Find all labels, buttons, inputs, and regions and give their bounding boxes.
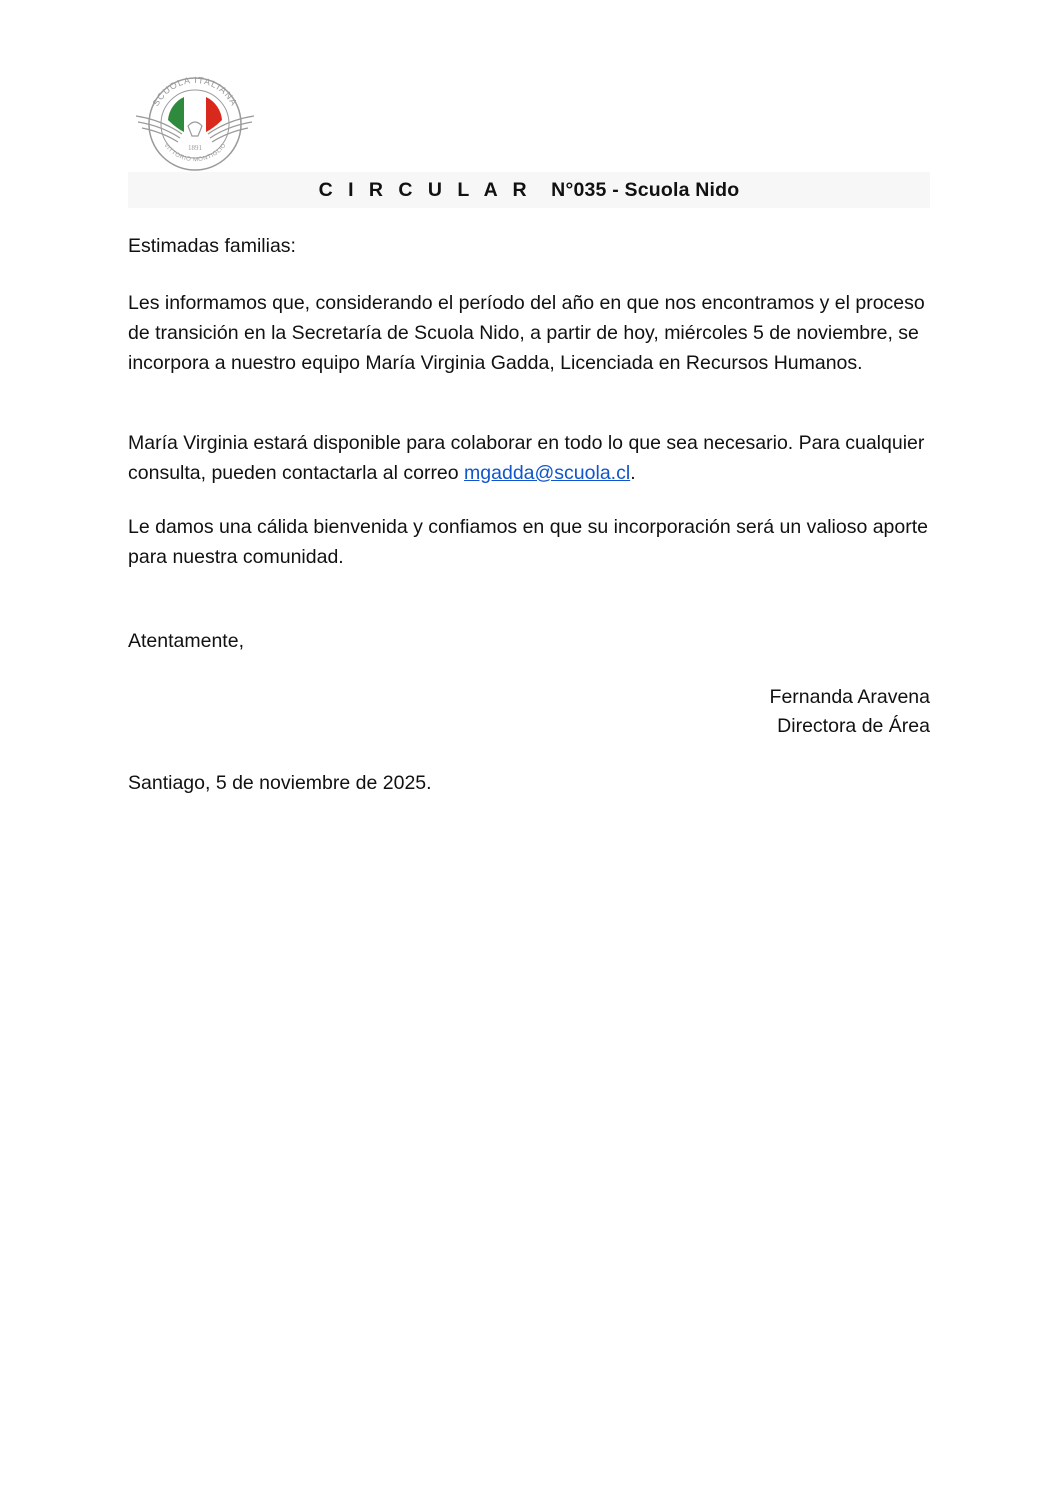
svg-text:SCUOLA ITALIANA: SCUOLA ITALIANA <box>150 76 240 108</box>
svg-text:VITTORIO MONTIGLIO: VITTORIO MONTIGLIO <box>162 142 228 164</box>
logo-year: 1891 <box>188 144 202 152</box>
school-logo <box>132 76 258 172</box>
school-crest-icon <box>132 76 258 172</box>
paragraph-announcement: Les informamos que, considerando el período del año en que nos encontramos y el proceso de transición en la Secretaría de Scuola Nido, a partir de hoy, miércoles 5 de noviembre, se incorpora a nuestro equipo María Virginia Gadda, Licenciada en Recursos Humanos. <box>128 292 925 374</box>
signature-name: Fernanda Aravena <box>769 686 930 708</box>
document-title <box>128 179 930 202</box>
email-link[interactable]: mgadda@scuola.cl <box>464 462 631 484</box>
title-band <box>128 172 930 208</box>
paragraph-welcome: Le damos una cálida bienvenida y confiamos en que su incorporación será un valioso aporte para nuestra comunidad. <box>128 516 929 568</box>
closing: Atentamente, <box>128 630 244 652</box>
contact-text: María Virginia estará disponible para colaborar en todo lo que sea necesario. Para cualquier consulta, pueden contactarla al correo <box>128 432 925 484</box>
title-number: N°035 - Scuola Nido <box>551 179 740 201</box>
signature-role: Directora de Área <box>777 715 930 737</box>
contact-text-end: . <box>630 462 636 484</box>
title-circular: C I R C U L A R <box>318 179 532 201</box>
greeting: Estimadas familias: <box>128 235 296 257</box>
place-date: Santiago, 5 de noviembre de 2025. <box>128 772 432 794</box>
paragraph-contact <box>128 428 928 488</box>
